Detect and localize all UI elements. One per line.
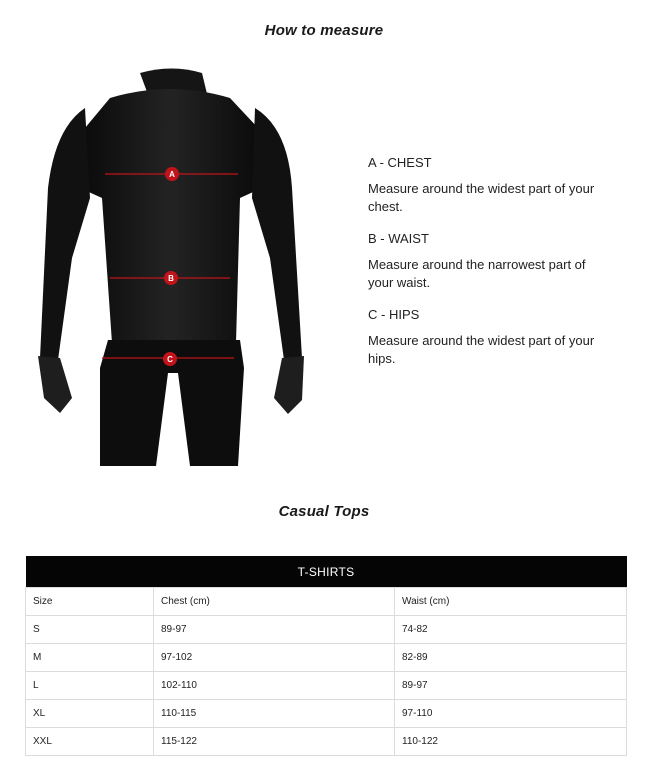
chest-title: A - CHEST — [368, 155, 432, 170]
how-to-measure-heading: How to measure — [264, 22, 384, 39]
measurement-guide — [368, 154, 628, 382]
table-row — [26, 672, 627, 700]
waist-cell: 110-122 — [395, 728, 627, 756]
hips-title: C - HIPS — [368, 307, 420, 322]
size-cell: XXL — [26, 728, 154, 756]
mannequin-figure — [30, 68, 320, 468]
waist-description: Measure around the narrowest part of your waist. — [368, 257, 586, 290]
size-cell: XL — [26, 700, 154, 728]
header-waist: Waist (cm) — [395, 588, 627, 616]
casual-tops-heading: Casual Tops — [278, 503, 370, 520]
size-cell: S — [26, 616, 154, 644]
table-row — [26, 728, 627, 756]
header-chest: Chest (cm) — [154, 588, 395, 616]
size-table — [25, 556, 627, 756]
size-cell: M — [26, 644, 154, 672]
chest-cell: 110-115 — [154, 700, 395, 728]
table-row — [26, 700, 627, 728]
chest-cell: 89-97 — [154, 616, 395, 644]
mannequin-illustration — [30, 68, 320, 468]
chest-description: Measure around the widest part of your chest. — [368, 181, 595, 214]
header-size: Size — [26, 588, 154, 616]
chest-cell: 115-122 — [154, 728, 395, 756]
marker-a-label: A — [169, 170, 175, 179]
hips-description: Measure around the widest part of your hips. — [368, 333, 595, 366]
waist-cell: 74-82 — [395, 616, 627, 644]
table-row — [26, 644, 627, 672]
waist-cell: 97-110 — [395, 700, 627, 728]
table-banner: T-SHIRTS — [26, 556, 627, 588]
size-chart — [25, 556, 627, 756]
chest-cell: 102-110 — [154, 672, 395, 700]
waist-cell: 82-89 — [395, 644, 627, 672]
waist-title: B - WAIST — [368, 231, 429, 246]
table-row — [26, 616, 627, 644]
table-header-row — [26, 588, 627, 616]
marker-c-label: C — [167, 355, 173, 364]
waist-cell: 89-97 — [395, 672, 627, 700]
chest-cell: 97-102 — [154, 644, 395, 672]
marker-b-label: B — [168, 274, 174, 283]
size-cell: L — [26, 672, 154, 700]
